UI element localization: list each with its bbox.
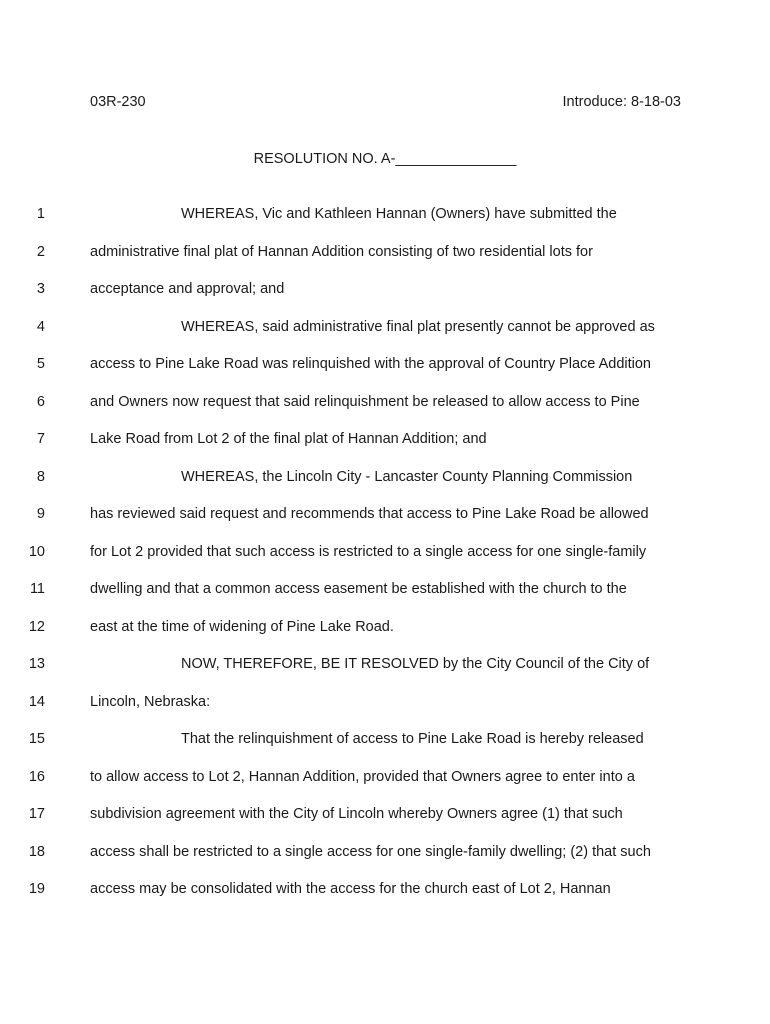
- line-number: 4: [36, 318, 45, 335]
- line-number: 14: [28, 693, 45, 710]
- line-text: WHEREAS, Vic and Kathleen Hannan (Owners) have submitted the: [181, 206, 617, 222]
- line-text: WHEREAS, said administrative final plat presently cannot be approved as: [181, 318, 655, 335]
- line-text: and Owners now request that said relinquishment be released to allow access to Pine: [90, 393, 640, 410]
- line-number: 2: [36, 243, 45, 260]
- line-number: 10: [28, 543, 45, 560]
- document-line: [0, 355, 770, 393]
- line-number: 15: [28, 731, 45, 747]
- document-line: [0, 393, 770, 431]
- document-line: [0, 243, 770, 281]
- line-number: 6: [36, 393, 45, 410]
- line-number: 19: [28, 881, 45, 897]
- line-number: 9: [36, 506, 45, 522]
- line-number: 17: [28, 806, 45, 822]
- line-text: dwelling and that a common access easement be established with the church to the: [90, 581, 627, 597]
- line-text: acceptance and approval; and: [90, 281, 285, 297]
- line-text: subdivision agreement with the City of Lincoln whereby Owners agree (1) that such: [90, 806, 623, 822]
- document-line: [0, 280, 770, 318]
- document-line: [0, 805, 770, 843]
- line-text: Lake Road from Lot 2 of the final plat of Hannan Addition; and: [90, 431, 487, 447]
- document-line: [0, 430, 770, 468]
- document-line: [0, 655, 770, 693]
- numbered-lines: [0, 205, 770, 918]
- line-text: for Lot 2 provided that such access is restricted to a single access for one single-family: [90, 543, 647, 560]
- line-text: administrative final plat of Hannan Addition consisting of two residential lots for: [90, 243, 593, 260]
- line-number: 5: [36, 356, 45, 372]
- document-line: [0, 468, 770, 506]
- line-text: WHEREAS, the Lincoln City - Lancaster County Planning Commission: [181, 468, 633, 485]
- resolution-title: RESOLUTION NO. A-_______________: [253, 151, 517, 167]
- line-number: 18: [28, 843, 45, 860]
- line-number: 1: [36, 206, 45, 222]
- line-number: 13: [28, 656, 45, 672]
- line-number: 7: [36, 431, 45, 447]
- line-number: 8: [36, 468, 45, 485]
- document-line: [0, 318, 770, 356]
- line-text: access shall be restricted to a single access for one single-family dwelling; (2) that such: [90, 843, 651, 860]
- line-text: Lincoln, Nebraska:: [90, 693, 211, 710]
- document-line: [0, 843, 770, 881]
- line-text: east at the time of widening of Pine Lake Road.: [90, 618, 394, 635]
- document-number: 03R-230: [90, 94, 146, 110]
- line-number: 11: [29, 581, 45, 597]
- line-text: NOW, THEREFORE, BE IT RESOLVED by the City Council of the City of: [181, 656, 650, 672]
- introduce-date: Introduce: 8-18-03: [562, 94, 681, 110]
- document-line: [0, 880, 770, 918]
- line-text: has reviewed said request and recommends that access to Pine Lake Road be allowed: [90, 506, 649, 522]
- line-number: 12: [28, 618, 45, 635]
- line-number: 3: [36, 281, 45, 297]
- document-line: [0, 205, 770, 243]
- document-line: [0, 768, 770, 806]
- line-text: That the relinquishment of access to Pine Lake Road is hereby released: [181, 731, 644, 747]
- line-number: 16: [28, 768, 45, 785]
- document-line: [0, 580, 770, 618]
- line-text: to allow access to Lot 2, Hannan Addition, provided that Owners agree to enter into a: [90, 768, 635, 785]
- line-text: access may be consolidated with the access for the church east of Lot 2, Hannan: [90, 881, 611, 897]
- document-line: [0, 543, 770, 581]
- document-line: [0, 618, 770, 656]
- document-line: [0, 693, 770, 731]
- document-line: [0, 730, 770, 768]
- line-text: access to Pine Lake Road was relinquished with the approval of Country Place Addition: [90, 356, 651, 372]
- document-line: [0, 505, 770, 543]
